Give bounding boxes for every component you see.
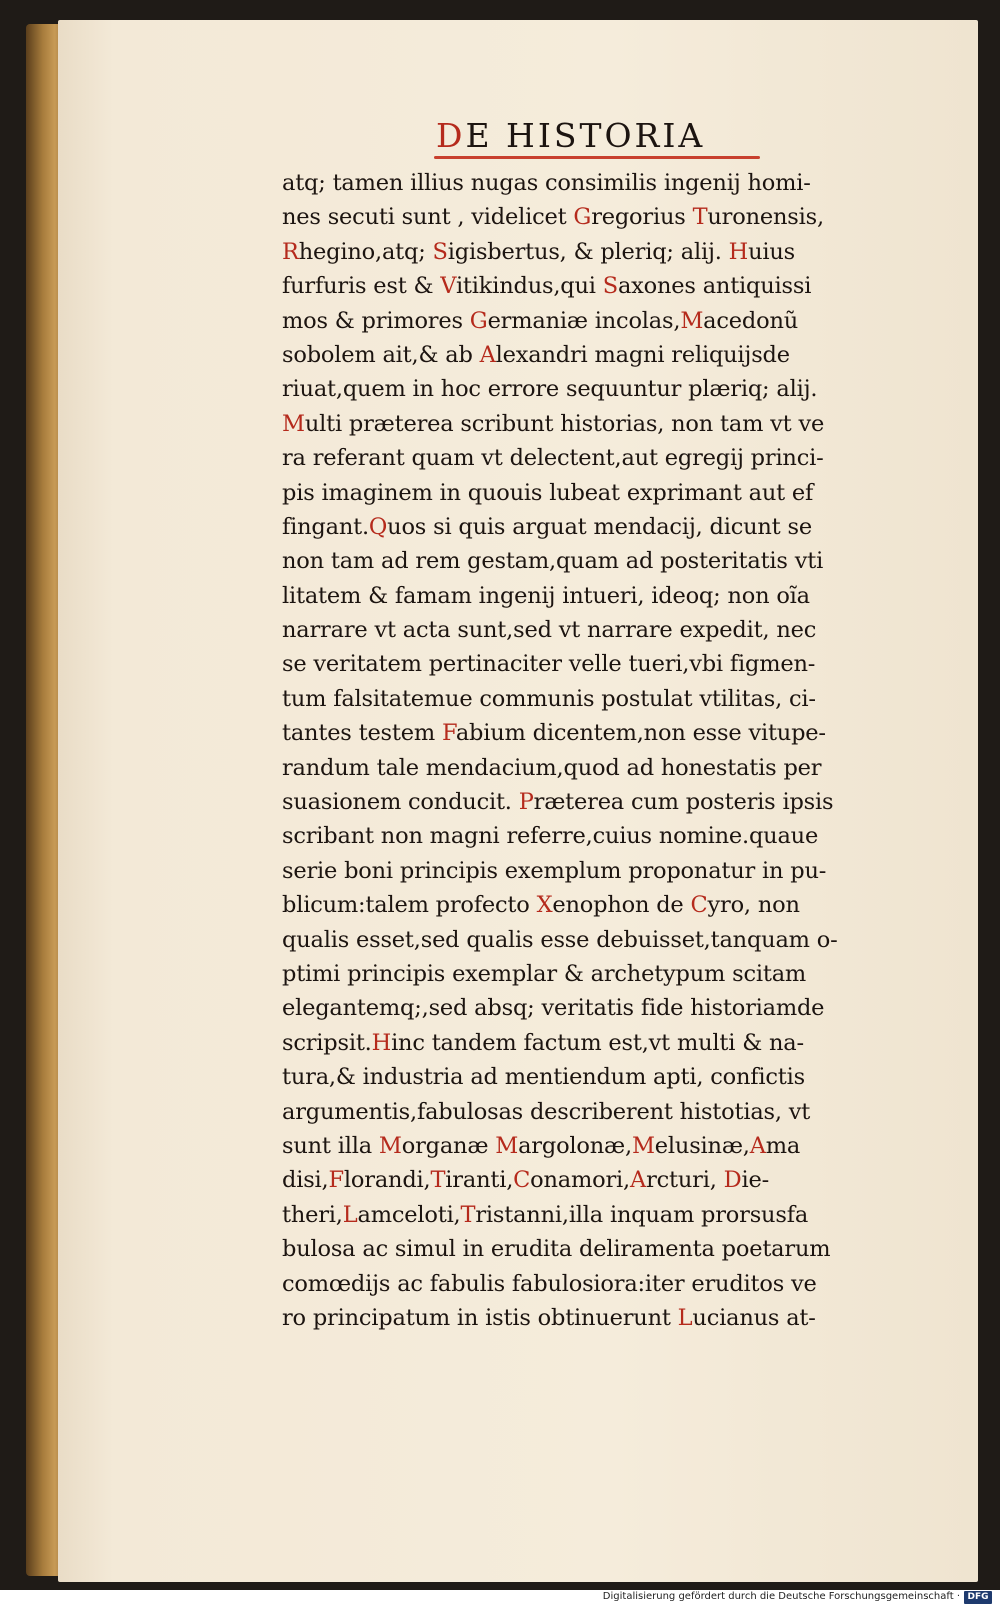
text-segment: ulti præterea scribunt historias, non tam vt ve <box>304 410 825 437</box>
text-line <box>282 304 950 338</box>
text-segment: sobolem ait,& ab <box>282 341 480 368</box>
text-line <box>282 613 950 647</box>
text-segment: inc tandem factum est,vt multi & na- <box>391 1029 804 1056</box>
text-line <box>282 510 950 544</box>
text-segment: narrare vt acta sunt,sed vt narrare expedit, nec <box>282 617 817 644</box>
text-line <box>282 957 950 991</box>
running-head-text: E HISTORIA <box>465 116 706 155</box>
text-line <box>282 819 950 853</box>
text-line <box>282 1129 950 1163</box>
rubricated-initial: F <box>441 720 456 747</box>
text-segment: riuat,quem in hoc errore sequuntur plæriq; alij. <box>282 376 818 403</box>
text-line <box>282 1198 950 1232</box>
text-segment: atq; tamen illius nugas consimilis ingenij homi- <box>282 170 811 196</box>
rubricated-initial: M <box>282 410 305 437</box>
text-segment: randum tale mendacium,quod ad honestatis per <box>282 754 822 781</box>
text-line <box>282 407 950 441</box>
rubricated-initial: M <box>631 1132 655 1159</box>
text-segment: yro, non <box>707 892 800 919</box>
rubricated-initial: H <box>371 1029 392 1056</box>
text-segment: uos si quis arguat mendacij, dicunt se <box>387 513 812 540</box>
text-segment: ermaniæ incolas, <box>487 307 681 334</box>
rubricated-initial: R <box>282 238 299 265</box>
text-segment: se veritatem pertinaciter velle tueri,vbi figmen- <box>282 651 816 678</box>
text-segment: igisbertus, & pleriq; alij. <box>447 238 729 265</box>
text-line <box>282 923 950 957</box>
text-segment: ucianus at- <box>692 1304 816 1331</box>
text-line <box>282 751 950 785</box>
rubricated-initial: M <box>495 1132 519 1159</box>
rubricated-initial: A <box>749 1132 766 1159</box>
text-segment: theri, <box>282 1201 343 1228</box>
dfg-logo: DFG <box>964 1591 992 1604</box>
text-segment: iranti, <box>445 1167 514 1194</box>
text-segment: amceloti, <box>357 1201 461 1228</box>
text-line <box>282 235 950 269</box>
text-line <box>282 338 950 372</box>
text-segment: tum falsitatemue communis postulat vtilitas, ci- <box>282 685 816 712</box>
rubricated-initial: S <box>432 238 448 265</box>
text-segment: sunt illa <box>282 1132 379 1159</box>
rubricated-initial: V <box>440 273 456 300</box>
text-line <box>282 1232 950 1266</box>
running-head-initial: D <box>436 116 466 155</box>
rubricated-initial: H <box>728 238 749 265</box>
text-line <box>282 441 950 475</box>
text-segment: qualis esset,sed qualis esse debuisset,tanquam o- <box>282 926 838 953</box>
text-segment: regorius <box>591 204 693 231</box>
text-line <box>282 1267 950 1301</box>
text-segment: lexandri magni reliquijsde <box>495 341 790 368</box>
text-segment: tura,& industria ad mentiendum apti, confictis <box>282 1064 805 1091</box>
rubricated-initial: A <box>630 1167 647 1194</box>
text-segment: argolonæ, <box>518 1132 632 1159</box>
text-segment: blicum:talem profecto <box>282 892 537 919</box>
text-line <box>282 269 950 303</box>
text-segment: acedonũ <box>703 307 799 334</box>
rubricated-initial: T <box>692 204 708 231</box>
text-line <box>282 200 950 234</box>
text-segment: ræterea cum posteris ipsis <box>533 789 834 816</box>
text-segment: ro principatum in istis obtinuerunt <box>282 1304 678 1331</box>
text-line <box>282 854 950 888</box>
text-segment: organæ <box>401 1132 496 1159</box>
text-line <box>282 785 950 819</box>
footer-credit: Digitalisierung gefördert durch die Deutsche Forschungsgemeinschaft · <box>602 1591 960 1602</box>
rubricated-initial: D <box>723 1167 742 1194</box>
text-segment: pis imaginem in quouis lubeat exprimant aut ef <box>282 479 814 506</box>
text-segment: abium dicentem,non esse vitupe- <box>455 720 826 747</box>
text-line <box>282 579 950 613</box>
text-line <box>282 1095 950 1129</box>
rubricated-initial: X <box>536 892 553 919</box>
text-segment: litatem & famam ingenij intueri, ideoq; non oĩa <box>282 582 810 609</box>
rubricated-initial: C <box>690 892 708 919</box>
text-segment: ristanni,illa inquam prorsusfa <box>475 1201 809 1228</box>
rubricated-initial: G <box>469 307 488 334</box>
running-head <box>436 116 705 155</box>
rubricated-initial: G <box>573 204 592 231</box>
text-segment: ie- <box>741 1167 769 1194</box>
rubricated-initial: M <box>378 1132 402 1159</box>
text-segment: lorandi, <box>343 1167 431 1194</box>
text-segment: ptimi principis exemplar & archetypum scitam <box>282 960 807 987</box>
text-segment: hegino,atq; <box>298 238 433 265</box>
running-head-underline <box>434 156 760 159</box>
text-segment: onamori, <box>530 1167 631 1194</box>
text-segment: elegantemq;,sed absq; veritatis fide historiamde <box>282 995 825 1022</box>
text-segment: ma <box>765 1132 801 1159</box>
text-line <box>282 166 950 200</box>
rubricated-initial: S <box>602 273 618 300</box>
text-line <box>282 544 950 578</box>
text-segment: rcturi, <box>646 1167 724 1194</box>
rubricated-initial: A <box>479 341 496 368</box>
text-segment: uronensis, <box>707 204 824 231</box>
text-segment: disi, <box>282 1167 329 1194</box>
text-segment: mos & primores <box>282 307 470 334</box>
text-line <box>282 476 950 510</box>
rubricated-initial: C <box>513 1167 531 1194</box>
text-segment: bulosa ac simul in erudita deliramenta poetarum <box>282 1236 831 1263</box>
text-segment: scripsit. <box>282 1029 372 1056</box>
rubricated-initial: L <box>342 1201 358 1228</box>
text-segment: elusinæ, <box>654 1132 750 1159</box>
text-segment: suasionem conducit. <box>282 789 519 816</box>
text-segment: comœdijs ac fabulis fabulosiora:iter eruditos ve <box>282 1270 817 1297</box>
body-text <box>282 166 950 1335</box>
rubricated-initial: T <box>430 1167 446 1194</box>
text-segment: argumentis,fabulosas describerent histotias, vt <box>282 1098 811 1125</box>
text-line <box>282 372 950 406</box>
text-segment: serie boni principis exemplum proponatur in pu- <box>282 857 827 884</box>
text-segment: scribant non magni referre,cuius nomine.quaue <box>282 823 819 850</box>
text-line <box>282 682 950 716</box>
rubricated-initial: F <box>328 1167 344 1194</box>
text-segment: nes secuti sunt , videlicet <box>282 204 574 231</box>
text-segment: fingant. <box>282 513 369 540</box>
text-segment: non tam ad rem gestam,quam ad posteritatis vti <box>282 548 824 575</box>
text-line <box>282 647 950 681</box>
rubricated-initial: M <box>680 307 704 334</box>
text-segment: uius <box>748 238 795 265</box>
text-segment: enophon de <box>552 892 691 919</box>
text-segment: axones antiquissi <box>617 273 812 300</box>
rubricated-initial: T <box>460 1201 476 1228</box>
text-line <box>282 888 950 922</box>
rubricated-initial: L <box>677 1304 693 1331</box>
rubricated-initial: P <box>518 789 534 816</box>
text-segment: tantes testem <box>282 720 442 747</box>
text-segment: ra referant quam vt delectent,aut egregij princi- <box>282 445 824 472</box>
text-segment: furfuris est & <box>282 273 441 300</box>
text-line <box>282 1026 950 1060</box>
text-line <box>282 716 950 750</box>
text-line <box>282 1163 950 1197</box>
rubricated-initial: Q <box>368 513 388 540</box>
text-segment: itikindus,qui <box>455 273 603 300</box>
text-line <box>282 1060 950 1094</box>
text-line <box>282 991 950 1025</box>
text-line <box>282 1301 950 1335</box>
